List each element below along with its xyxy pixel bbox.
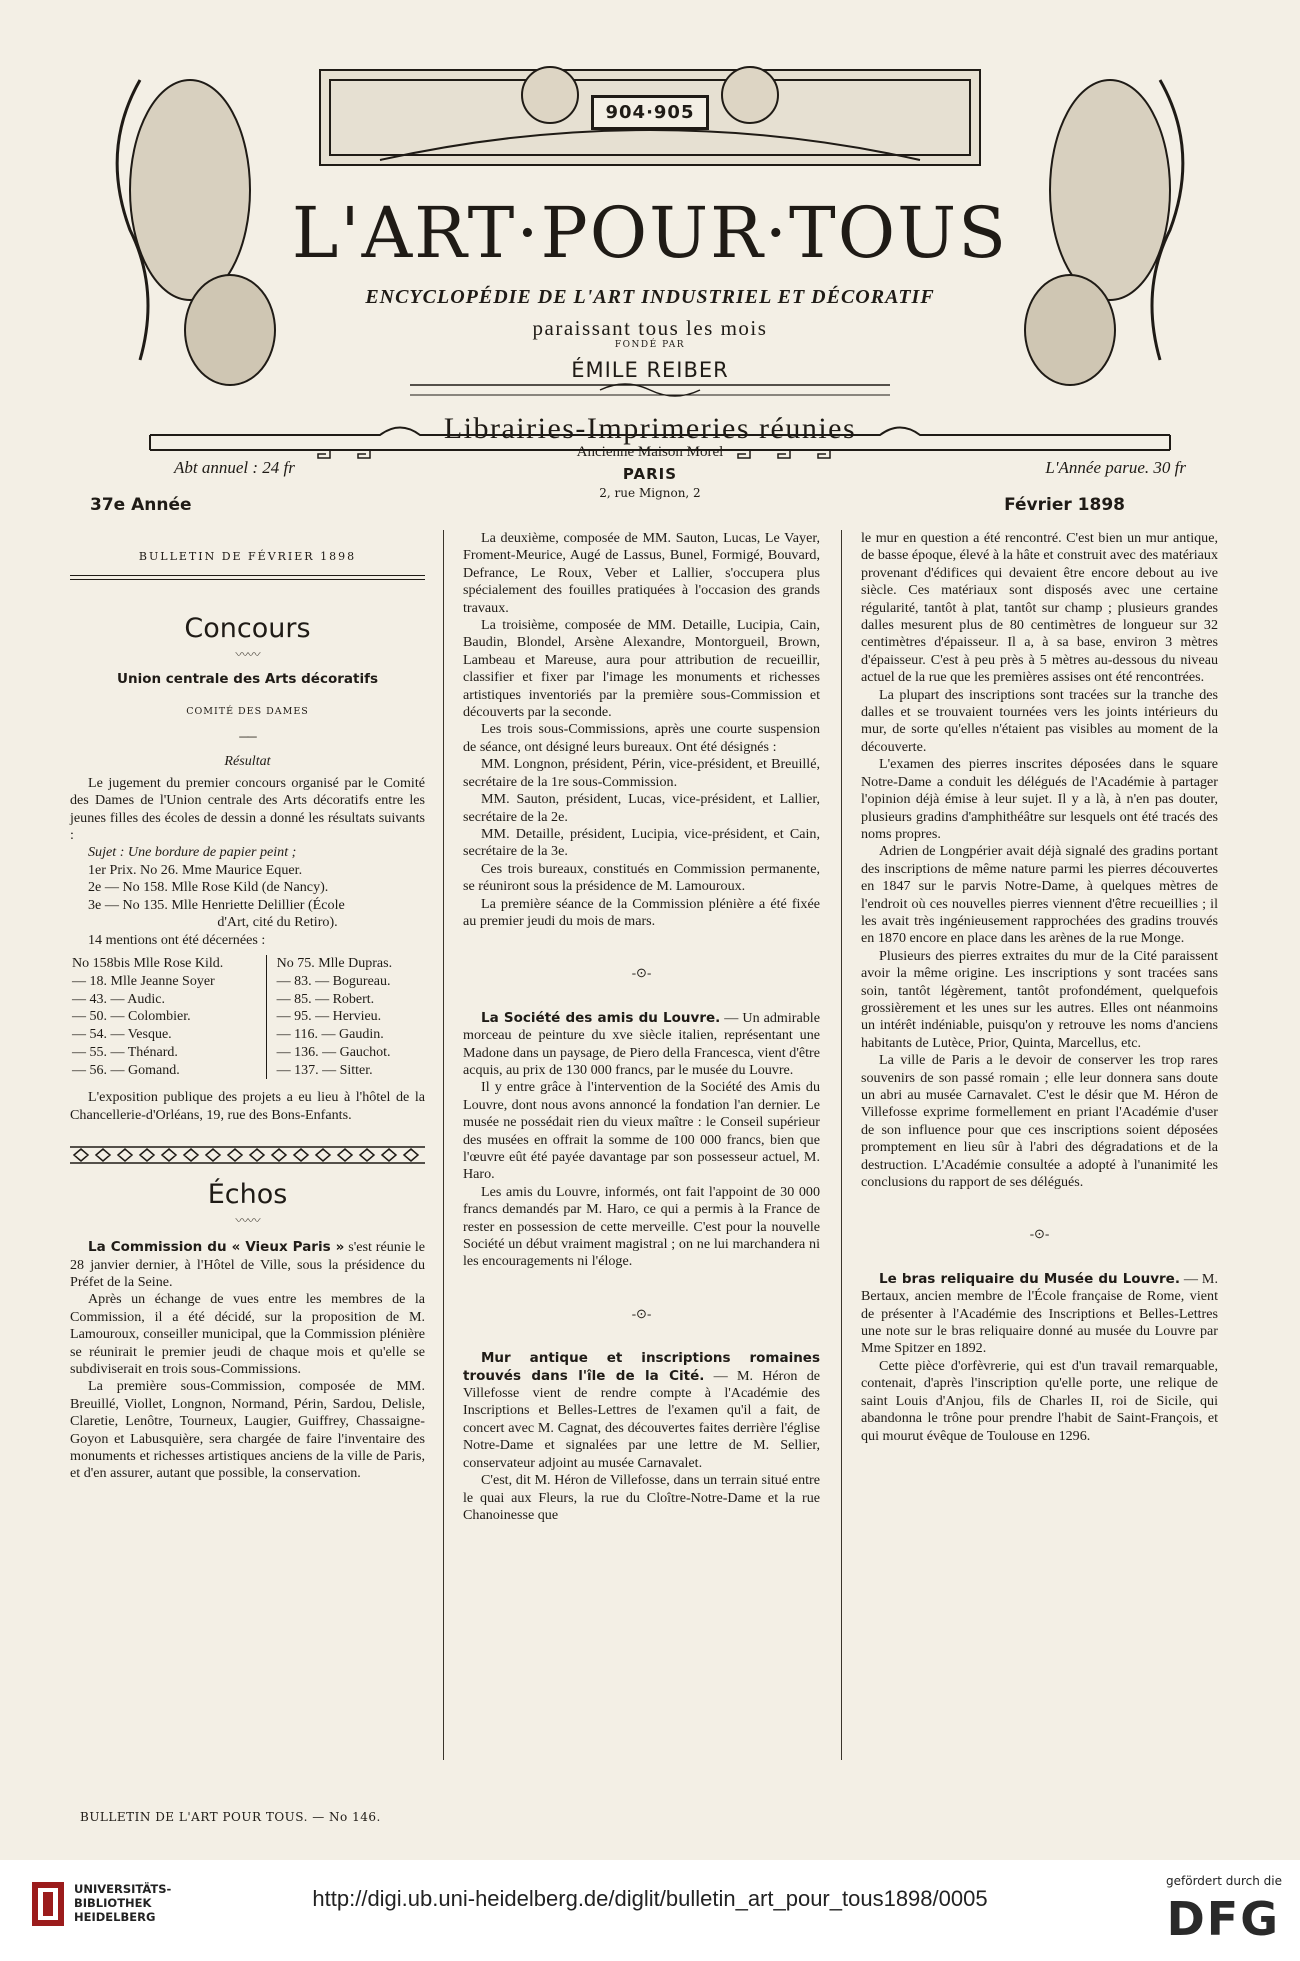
column-rule-right	[841, 530, 842, 1760]
article-lead	[70, 1239, 425, 1291]
paragraph: L'examen des pierres inscrites déposées dans le square Notre-Dame a conduit les délégués de l'Académie à partager l'opinion déjà émise à leur sujet. Il y a là, à n'en pas douter, plusieurs gradins d'amphithéâtre sur lesquels ont été tracés des noms propres.	[861, 756, 1218, 842]
section-title-concours: Concours	[184, 613, 311, 645]
table-row	[70, 1026, 425, 1044]
resultat-label: Résultat	[224, 753, 271, 770]
article-title: Mur antique et inscriptions romaines trouvés dans l'île de la Cité.	[463, 1350, 820, 1384]
article-title: La Société des amis du Louvre.	[481, 1009, 721, 1026]
title-flourish: 〰〰	[235, 1212, 260, 1228]
page-footer: BULLETIN DE L'ART POUR TOUS. — No 146.	[80, 1810, 381, 1824]
article-lead	[861, 1271, 1218, 1358]
small-flourish: ──	[239, 729, 256, 745]
title-flourish: 〰〰	[235, 646, 260, 662]
article-title: La Commission du « Vieux Paris »	[88, 1239, 345, 1256]
paragraph: Adrien de Longpérier avait déjà signalé des gradins portant des inscriptions de même nature parmi les pierres découvertes en 1847 sur le parvis Notre-Dame, à quelques mètres de l'endroit où ces nouvelles pierres viennent d'être recueillies ; il les avait très ingénieusement rapprochées des gradins trouvés en 1870 encore en place dans les arènes de la rue Monge.	[861, 843, 1218, 947]
subscription-price: Abt annuel : 24 fr	[170, 458, 299, 478]
table-row	[70, 973, 425, 991]
prize-line: 2e — No 158. Mlle Rose Kild (de Nancy).	[88, 879, 329, 896]
library-name-line: HEIDELBERG	[74, 1910, 156, 1924]
ornamental-band	[70, 1144, 425, 1166]
founded-by-label: FONDÉ PAR	[614, 340, 686, 350]
volume-year: 37e Année	[90, 495, 192, 515]
column-3	[861, 530, 1218, 1445]
paragraph: MM. Sauton, président, Lucas, vice-président, et Lallier, secrétaire de la 2e.	[463, 791, 820, 825]
table-row	[70, 955, 425, 973]
column-1	[70, 530, 425, 1483]
digitization-strip	[0, 1860, 1300, 1961]
paragraph: La première sous-Commission, composée de MM. Breuillé, Viollet, Longnon, Normand, Périn, Sardou, Delisle, Claretie, Lenôtre, Tourneux, Laugier, Guiffrey, Chassaigne-Goyon et Labusquière, sera chargée de faire l'inventaire des monuments et richesses artistiques anciens de la ville de Paris, et d'en assurer, autant que possible, la conservation.	[70, 1378, 425, 1482]
section-rosette: -⊙-	[631, 1305, 652, 1321]
table-cell: No 158bis Mlle Rose Kild.	[72, 955, 224, 971]
column-2	[463, 530, 820, 1524]
article-body: s'est réunie le 28 janvier dernier, à l'Hôtel de Ville, sous la présidence du Préfet de la Seine.	[70, 1239, 425, 1290]
founder-name: ÉMILE REIBER	[571, 358, 729, 382]
paragraph: L'exposition publique des projets a eu lieu à l'hôtel de la Chancellerie-d'Orléans, 19, rue des Bons-Enfants.	[70, 1089, 425, 1123]
paragraph: Les trois sous-Commissions, après une courte suspension de séance, ont désigné leurs bureaux. Ont été désignés :	[463, 721, 820, 755]
table-cell: — 116. — Gaudin.	[276, 1027, 384, 1043]
ornament-pattern	[70, 1144, 425, 1166]
table-row	[70, 991, 425, 1009]
comite-label: COMITÉ DES DAMES	[186, 705, 309, 717]
article-body: — M. Héron de Villefosse vient de rendre compte à l'Académie des Inscriptions et Belles-Lettres de l'examen qu'il a fait, de concert avec M. Cagnat, des découvertes faites derrière l'église Notre-Dame et signalées par une lettre de M. Sellier, conservateur adjoint au musée Carnavalet.	[463, 1367, 820, 1471]
article-body: — M. Bertaux, ancien membre de l'École française de Rome, vient de présenter à l'Académie des Inscriptions et Belles-Lettres une note sur le bras reliquaire donné au musée du Louvre par Mme Spitzer en 1892.	[861, 1270, 1218, 1357]
section-rosette: -⊙-	[631, 965, 652, 981]
publisher-address: 2, rue Mignon, 2	[599, 486, 701, 500]
prize-line: 1er Prix. No 26. Mme Maurice Equer.	[88, 861, 303, 878]
paragraph: La première séance de la Commission plénière a été fixée au premier jeudi du mois de mars.	[463, 895, 820, 929]
paragraph: La plupart des inscriptions sont tracées sur la tranche des dalles et se trouvaient tournées vers les joints intérieurs du mur, de sorte qu'elles n'étaient pas visibles au moment de la découverte.	[861, 686, 1218, 755]
table-cell: — 136. — Gauchot.	[276, 1044, 391, 1060]
library-name-line: UNIVERSITÄTS-	[74, 1882, 172, 1896]
paragraph: Les amis du Louvre, informés, ont fait l'appoint de 30 000 francs demandés par M. Haro, ce qui a permis à la France de rester en possession de cette merveille. C'est pour la nouvelle Société un début vraiment magistral ; on ne lui marchandera ni les encouragements ni l'éloge.	[463, 1183, 820, 1270]
journal-subtitle: ENCYCLOPÉDIE DE L'ART INDUSTRIEL ET DÉCORATIF	[365, 286, 935, 308]
double-rule	[70, 575, 425, 580]
publication-frequency: paraissant tous les mois	[532, 316, 768, 340]
paragraph: La troisième, composée de MM. Detaille, Lucipia, Cain, Baudin, Blondel, Arsène Alexandre, Montorgueil, Brown, Lambeau et Mareuse, aura pour attribution de recueillir, classifier et fixer par l'image les monuments et richesses artistiques inventoriés par la première sous-Commission et découverts par la seconde.	[463, 617, 820, 721]
article-body: — Un admirable morceau de peinture du xve siècle italien, représentant une Madone dans un paysage, de Piero della Francesca, vient d'être acquis, au prix de 130 000 francs, par le musée du Louvre.	[463, 1009, 820, 1078]
publisher-city: PARIS	[622, 465, 678, 483]
subhead-union-centrale: Union centrale des Arts décoratifs	[117, 671, 378, 688]
article-lead	[463, 1010, 820, 1080]
paragraph: C'est, dit M. Héron de Villefosse, dans un terrain situé entre le quai aux Fleurs, la rue du Cloître-Notre-Dame et la rue Chanoinesse que	[463, 1472, 820, 1523]
prize-line: 3e — No 135. Mlle Henriette Delillier (École	[88, 896, 345, 913]
mentions-intro: 14 mentions ont été décernées :	[88, 931, 266, 948]
issue-date: Février 1898	[1004, 495, 1125, 515]
paragraph: La ville de Paris a le devoir de conserver les trop rares souvenirs de son passé romain ; elle leur donnera sans doute un abri au musée Carnavalet. C'est le désir que M. Héron de Villefosse exprime formellement en priant l'Académie d'user de son influence pour que ces inscriptions soient déposées promptement en lieu sûr à l'abri des dégradations et de la destruction. L'Académie consultée a adopté à l'unanimité les conclusions du rapport de ses délégués.	[861, 1052, 1218, 1191]
table-cell: — 54. — Vesque.	[72, 1027, 172, 1043]
paragraph: La deuxième, composée de MM. Sauton, Lucas, Le Vayer, Froment-Meurice, Augé de Lassus, Bunel, Formigé, Bouvard, Defrance, Le Roux, Veber et Lallier, s'occupera plus spécialement des fouilles pratiquées à l'occasion des grands travaux.	[463, 530, 820, 616]
table-row	[70, 1008, 425, 1026]
table-row	[70, 1062, 425, 1080]
mentions-table	[70, 955, 425, 1080]
bulletin-heading: BULLETIN DE FÉVRIER 1898	[138, 550, 357, 563]
table-cell: — 137. — Sitter.	[276, 1062, 373, 1078]
prize-line-cont: d'Art, cité du Retiro).	[217, 914, 338, 931]
table-cell: — 55. — Thénard.	[72, 1044, 178, 1060]
table-cell: — 50. — Colombier.	[72, 1009, 191, 1025]
years-badge: 904·905	[80, 95, 1220, 130]
table-cell: — 95. — Hervieu.	[276, 1009, 382, 1025]
subject-line: Sujet : Une bordure de papier peint ;	[88, 844, 297, 861]
table-row	[70, 1044, 425, 1062]
journal-title: L'ART·POUR·TOUS	[291, 192, 1009, 274]
dfg-logo: DFG	[1166, 1892, 1280, 1946]
section-rosette: -⊙-	[1029, 1226, 1050, 1242]
article-title: Le bras reliquaire du Musée du Louvre.	[879, 1270, 1180, 1287]
article-lead	[463, 1350, 820, 1472]
paragraph: Ces trois bureaux, constitués en Commission permanente, se réuniront sous la présidence de M. Lamouroux.	[463, 860, 820, 895]
paragraph: Après un échange de vues entre les membres de la Commission, il a été décidé, sur la proposition de M. Lamouroux, conseiller municipal, que la Commission plénière se réunirait le premier jeudi de chaque mois et qu'elle se subdiviserait en trois sous-Commissions.	[70, 1291, 425, 1377]
former-house: Ancienne Maison Morel	[576, 444, 724, 460]
table-cell: — 56. — Gomand.	[72, 1062, 180, 1078]
source-url[interactable]: http://digi.ub.uni-heidelberg.de/diglit/bulletin_art_pour_tous1898/0005	[312, 1886, 988, 1911]
table-cell: No 75. Mlle Dupras.	[276, 955, 393, 971]
library-name-line: BIBLIOTHEK	[74, 1896, 152, 1910]
table-cell: — 43. — Audic.	[72, 991, 165, 1007]
paragraph: Il y entre grâce à l'intervention de la Société des Amis du Louvre, dont nous avons annoncé la fondation l'an dernier. Le musée ne possédait rien du vieux maître : le Conseil supérieur des musées en offrait la somme de 100 000 francs, bien que l'œuvre eût été payée davantage par son possesseur actuel, M. Haro.	[463, 1079, 820, 1183]
paragraph: MM. Longnon, président, Périn, vice-président, et Breuillé, secrétaire de la 1re sous-Commission.	[463, 756, 820, 790]
paragraph: Plusieurs des pierres extraites du mur de la Cité paraissent avoir la même origine. Les inscriptions y sont tracées sans soin, tantôt légèrement, tantôt profondément, quelquefois grossièrement et les unes sur les autres. Elles ont néanmoins un intérêt indéniable, puisqu'on y retrouve les noms d'anciens habitants de Lutèce, Prior, Quinta, Marcellus, etc.	[861, 947, 1218, 1051]
column-rule-left	[443, 530, 444, 1760]
yearly-price: L'Année parue. 30 fr	[1041, 458, 1190, 478]
section-title-echos: Échos	[207, 1179, 288, 1211]
paragraph: le mur en question a été rencontré. C'est bien un mur antique, de basse époque, élevé à la hâte et construit avec des matériaux provenant d'édifices qui devaient être encore debout au ive siècle. Ces matériaux sont disposés avec une certaine régularité, tantôt à plat, tantôt sur champ ; plusieurs grandes dalles mesurent plus de 80 centimètres de longueur sur 32 centimètres d'épaisseur. Il a, à sa base, environ 3 mètres d'épaisseur. C'est à peu près à 5 mètres au-dessous du niveau actuel de la rue que les premières assises ont été rencontrées.	[861, 530, 1218, 686]
paragraph: MM. Detaille, président, Lucipia, vice-président, et Cain, secrétaire de la 3e.	[463, 825, 820, 860]
publisher-name: Librairies-Imprimeries réunies	[443, 412, 857, 445]
funding-label: gefördert durch die	[1166, 1874, 1282, 1888]
table-cell: — 83. — Bogureau.	[276, 973, 391, 989]
paragraph: Cette pièce d'orfèvrerie, qui est d'un travail remarquable, contenait, d'après l'inscription qu'elle porte, une relique de saint Louis d'Anjou, fils de Charles II, roi de Sicile, qui abandonna le trône pour prendre l'habit de Saint-François, et qui mourut évêque de Toulouse en 1296.	[861, 1357, 1218, 1444]
table-cell: — 85. — Robert.	[276, 991, 375, 1007]
paragraph: Le jugement du premier concours organisé par le Comité des Dames de l'Union centrale des Arts décoratifs entre les jeunes filles des écoles de dessin a donné les résultats suivants :	[70, 774, 425, 844]
table-cell: — 18. Mlle Jeanne Soyer	[72, 973, 215, 989]
